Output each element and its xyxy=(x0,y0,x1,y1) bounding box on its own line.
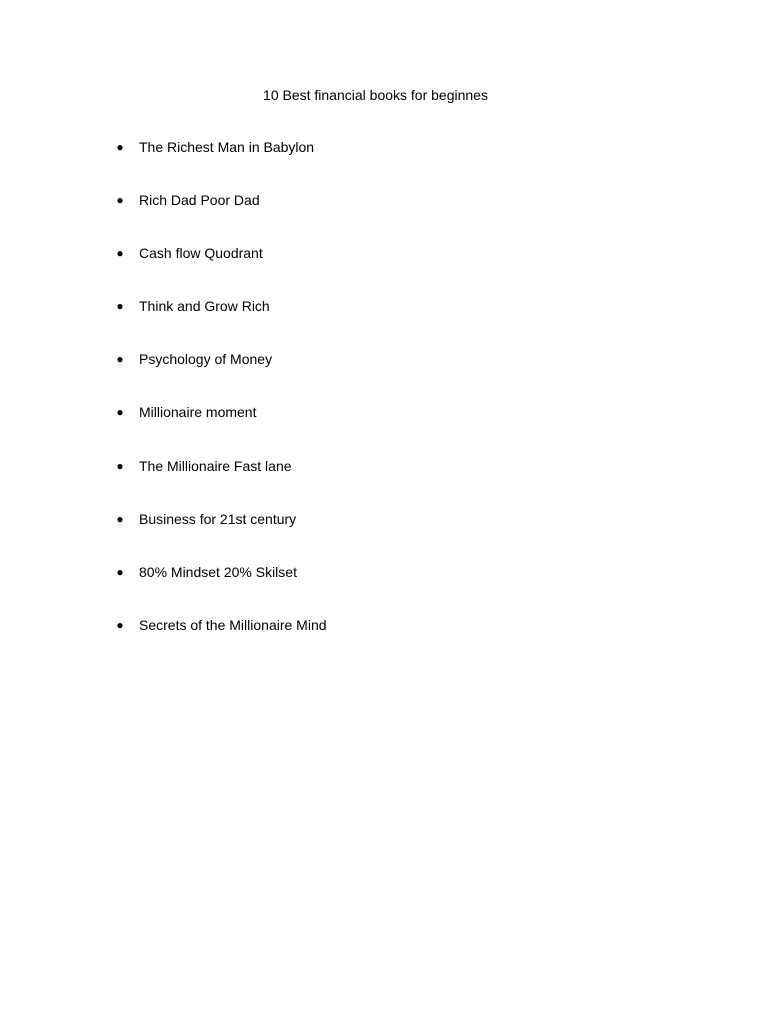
list-item xyxy=(0,616,768,669)
bullet-icon xyxy=(114,563,126,581)
list-item xyxy=(0,138,768,191)
book-title: Business for 21st century xyxy=(139,510,297,527)
bullet-icon xyxy=(114,457,126,475)
book-title: The Richest Man in Babylon xyxy=(139,139,315,155)
book-title: Think and Grow Rich xyxy=(139,298,270,315)
bullet-icon xyxy=(114,510,126,528)
bullet-icon xyxy=(114,138,126,156)
bullet-icon xyxy=(114,297,126,315)
document-title: 10 Best financial books for beginnes xyxy=(263,87,488,103)
book-title: Psychology of Money xyxy=(139,351,273,368)
book-title: Cash flow Quodrant xyxy=(139,245,263,262)
list-item xyxy=(0,457,768,510)
list-item xyxy=(0,563,768,616)
bullet-icon xyxy=(114,403,126,421)
bullet-icon xyxy=(114,244,126,262)
bullet-icon xyxy=(114,616,126,634)
list-item xyxy=(0,350,768,403)
list-item xyxy=(0,297,768,350)
book-title: 80% Mindset 20% Skilset xyxy=(139,563,297,580)
list-item xyxy=(0,403,768,456)
bullet-icon xyxy=(114,191,126,209)
list-item xyxy=(0,244,768,297)
book-title: Rich Dad Poor Dad xyxy=(139,192,260,209)
book-title: The Millionaire Fast lane xyxy=(139,457,292,474)
book-list xyxy=(0,138,768,669)
list-item xyxy=(0,191,768,244)
book-title: Secrets of the Millionaire Mind xyxy=(139,616,327,633)
list-item xyxy=(0,510,768,563)
book-title: Millionaire moment xyxy=(139,404,257,421)
bullet-icon xyxy=(114,350,126,368)
